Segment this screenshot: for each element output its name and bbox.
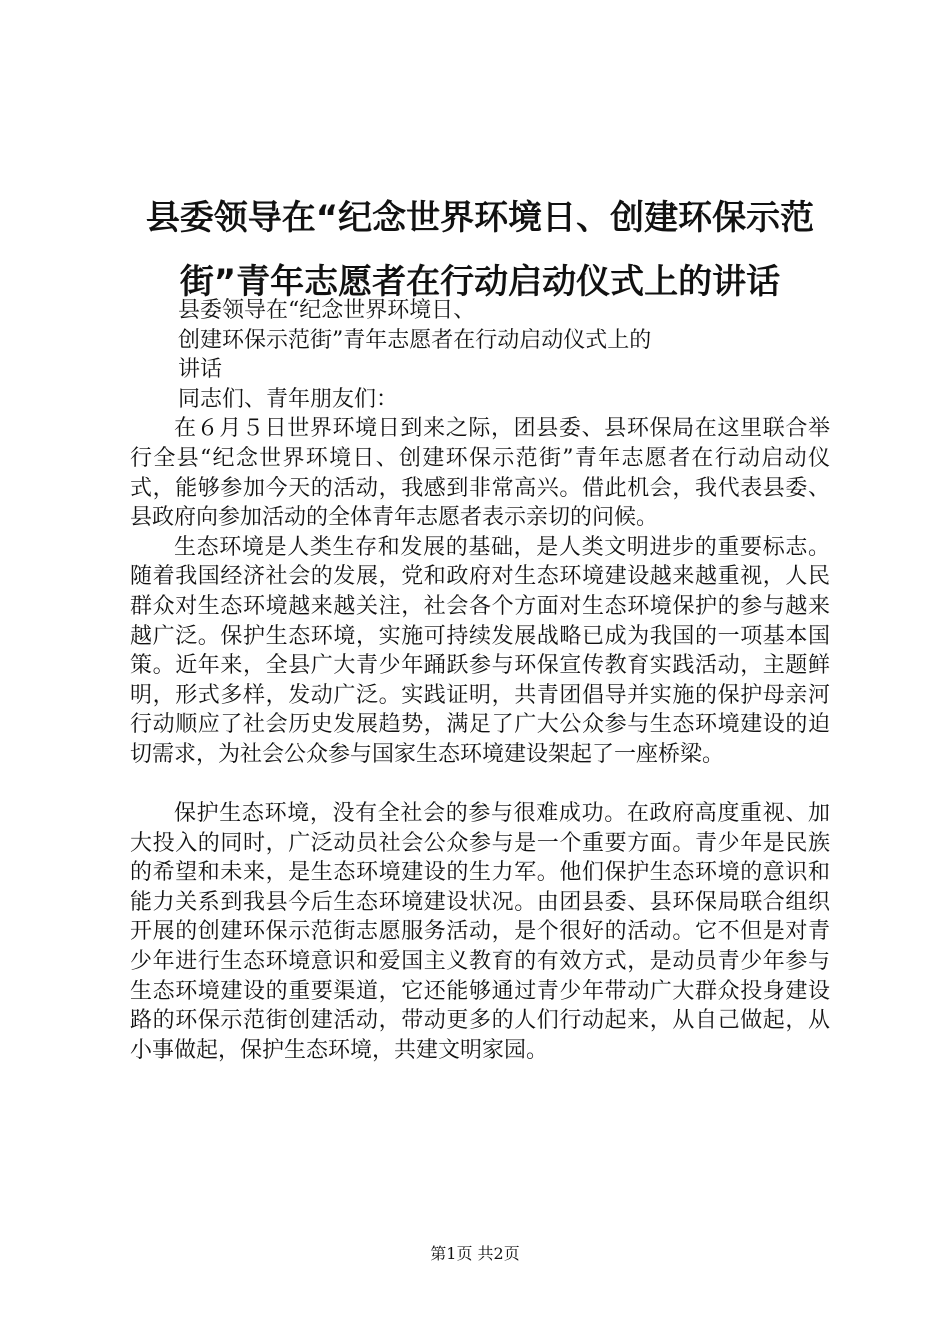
paragraph-3: 保护生态环境，没有全社会的参与很难成功。在政府高度重视、加大投入的同时，广泛动员社会公众参与是一个重要方面。青少年是民族的希望和未来，是生态环境建设的生力军。他们保护生态环境的意识和能力关系到我县今后生态环境建设状况。由团县委、县环保局联合组织开展的创建环保示范街志愿服务活动，是个很好的活动。它不但是对青少年进行生态环境意识和爱国主义教育的有效方式，是动员青少年参与生态环境建设的重要渠道，它还能够通过青少年带动广大群众投身建设路的环保示范街创建活动，带动更多的人们行动起来，从自己做起，从小事做起，保护生态环境，共建文明家园。 — [130, 801, 830, 1063]
paragraph-1: 在６月５日世界环境日到来之际，团县委、县环保局在这里联合举行全县“纪念世界环境日、创建环保示范街”青年志愿者在行动启动仪式，能够参加今天的活动，我感到非常高兴。借此机会，我代表县委、县政府向参加活动的全体青年志愿者表示亲切的问候。 — [130, 416, 830, 531]
page-number-footer: 第1页 共2页 — [430, 1244, 520, 1263]
salutation: 同志们、青年朋友们： — [178, 386, 399, 412]
paragraph-spacer — [130, 770, 830, 800]
subtitle-line-3: 讲话 — [178, 357, 223, 383]
title-line-1: 县委领导在“纪念世界环境日、创建环保示范 — [145, 198, 815, 238]
subtitle-line-1: 县委领导在“纪念世界环境日、 — [178, 298, 476, 323]
document-body — [130, 296, 830, 1065]
document-title — [110, 186, 850, 314]
paragraph-2: 生态环境是人类生存和发展的基础，是人类文明进步的重要标志。随着我国经济社会的发展，党和政府对生态环境建设越来越重视，人民群众对生态环境越来越关注，社会各个方面对生态环境保护的参与越来越广泛。保护生态环境，实施可持续发展战略已成为我国的一项基本国策。近年来，全县广大青少年踊跃参与环保宣传教育实践活动，主题鲜明，形式多样，发动广泛。实践证明，共青团倡导并实施的保护母亲河行动顺应了社会历史发展趋势，满足了广大公众参与生态环境建设的迫切需求，为社会公众参与国家生态环境建设架起了一座桥梁。 — [130, 534, 830, 767]
title-line-2: 街”青年志愿者在行动启动仪式上的讲话 — [179, 262, 781, 302]
subtitle-line-2: 创建环保示范街”青年志愿者在行动启动仪式上的 — [178, 327, 652, 353]
